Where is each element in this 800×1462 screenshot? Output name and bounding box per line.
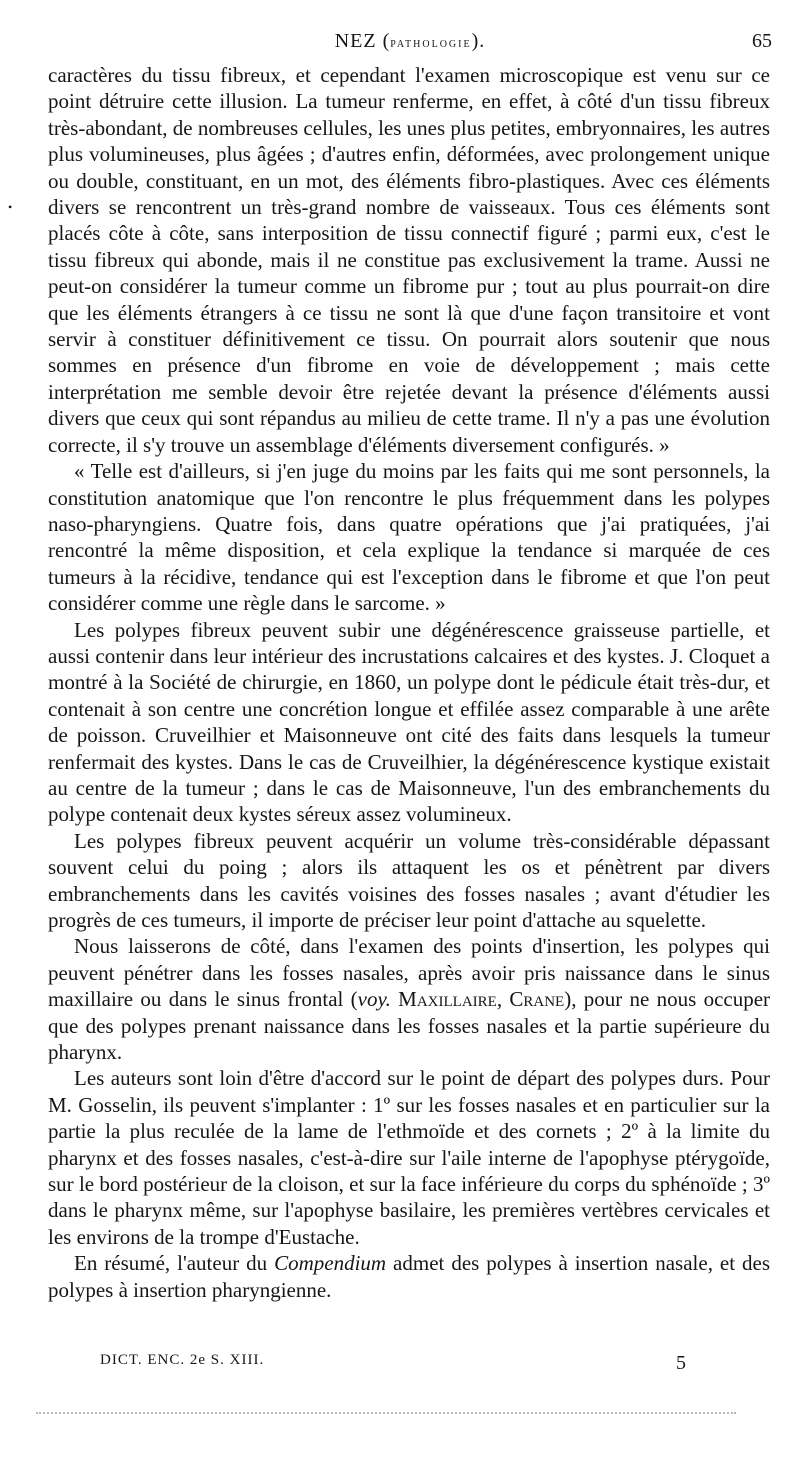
- paragraph-5-voy: voy.: [357, 987, 391, 1012]
- paragraph-7-text-a: En résumé, l'auteur du: [74, 1251, 275, 1276]
- bottom-dotted-rule: [36, 1412, 736, 1418]
- paragraph-2: « Telle est d'ailleurs, si j'en juge du moins par les faits qui me sont personnels, la constitution anatomique que l'on rencontre le plus fréquemment dans les polypes naso-pharyngiens. Quatre fois, dans quatre opérations que j'ai pratiquées, j'ai rencontré la même disposition, et cela explique la tendance si marquée de ces tumeurs à la récidive, tendance qui est l'exception dans le fibrome et que l'on peut considérer comme une règle dans le sarcome. »: [48, 459, 770, 616]
- paragraph-7-italic-title: Compendium: [274, 1251, 387, 1276]
- page-footer: [100, 1352, 700, 1382]
- page-header: [48, 30, 772, 60]
- paragraph-4: Les polypes fibreux peuvent acquérir un volume très-considérable dépassant souvent celui du poing ; alors ils attaquent les os et pénètrent par divers embranchements dans les cavités voisines des fosses nasales ; avant d'étudier les progrès de ces tumeurs, il importe de préciser leur point d'attache au squelette.: [48, 828, 770, 932]
- paragraph-5-text-b: ), pour ne nous occuper que des polypes prenant naissance dans les fosses nasales et la partie supérieure du pharynx.: [48, 987, 771, 1065]
- running-title-end: ).: [471, 30, 486, 52]
- running-title-main: NEZ (: [334, 30, 391, 52]
- running-title: [48, 30, 772, 53]
- running-title-small-caps: pathologie: [390, 36, 472, 51]
- cross-reference-crane: Crane: [509, 987, 565, 1012]
- margin-mark: •: [8, 200, 13, 214]
- paragraph-3: Les polypes fibreux peuvent subir une dégénérescence graisseuse partielle, et aussi contenir dans leur intérieur des incrustations calcaires et des kystes. J. Cloquet a montré à la Société de chirurgie, en 1860, un polype dont le pédicule était très-dur, et contenait à son centre une concrétion longue et effilée assez comparable à une arête de poisson. Cruveilhier et Maisonneuve ont cité des faits dans lesquels la tumeur renfermait des kystes. Dans le cas de Cruveilhier, la dégénérescence kystique existait au centre de la tumeur ; dans le cas de Maisonneuve, l'un des embranchements du polype contenait deux kystes séreux assez volumineux.: [48, 617, 770, 827]
- paragraph-5-text-a: Nous laisserons de côté, dans l'examen des points d'insertion, les polypes qui peuvent pénétrer dans les fosses nasales, après avoir pris naissance dans le sinus maxillaire ou dans le sinus frontal (: [48, 934, 770, 1012]
- printer-signature: DICT. ENC. 2e S. XIII.: [100, 1352, 265, 1368]
- paragraph-5: [48, 933, 770, 1065]
- paragraph-7-text-b: admet des polypes à insertion nasale, et des polypes à insertion pharyngienne.: [48, 1251, 771, 1302]
- paragraph-1: caractères du tissu fibreux, et cependant l'examen microscopique est venu sur ce point détruire cette illusion. La tumeur renferme, en effet, à côté d'un tissu fibreux très-abondant, de nombreuses cellules, les unes plus petites, embryonnaires, les autres plus volumineuses, plus âgées ; d'autres enfin, déformées, avec prolongement unique ou double, constituant, en un mot, des éléments fibro-plastiques. Avec ces éléments divers se rencontrent un très-grand nombre de vaisseaux. Tous ces éléments sont placés côte à côte, sans interposition de tissu connectif figuré ; parmi eux, c'est le tissu fibreux qui abonde, mais il ne constitue pas exclusivement la trame. Aussi ne peut-on considérer la tumeur comme un fibrome pur ; tout au plus pourrait-on dire que les éléments étrangers à ce tissu ne sont là que d'une façon transitoire et vont servir à constituer définitivement ce tissu. On pourrait alors soutenir que nous sommes en présence d'un fibrome en voie de développement ; mais cette interprétation me semble devoir être rejetée devant la présence d'éléments aussi divers que ceux qui sont répandus au milieu de cette trame. Il n'y a pas une évolution correcte, il s'y trouve un assemblage d'éléments diversement configurés. »: [48, 63, 770, 457]
- signature-number: 5: [676, 1352, 686, 1374]
- paragraph-5-separator: ,: [496, 987, 510, 1012]
- body-text: [48, 62, 770, 1303]
- page-number: 65: [752, 30, 772, 52]
- paragraph-6: Les auteurs sont loin d'être d'accord sur le point de départ des polypes durs. Pour M. Gosselin, ils peuvent s'implanter : 1º sur les fosses nasales et en particulier sur la partie la plus reculée de la lame de l'ethmoïde et des cornets ; 2º à la limite du pharynx et des fosses nasales, c'est-à-dire sur l'aile interne de l'apophyse ptérygoïde, sur le bord postérieur de la cloison, et sur la face inférieure du corps du sphénoïde ; 3º dans le pharynx même, sur l'apophyse basilaire, les premières vertèbres cervicales et les environs de la trompe d'Eustache.: [48, 1066, 770, 1249]
- paragraph-7: [48, 1250, 770, 1303]
- cross-reference-maxillaire: Maxillaire: [398, 987, 497, 1012]
